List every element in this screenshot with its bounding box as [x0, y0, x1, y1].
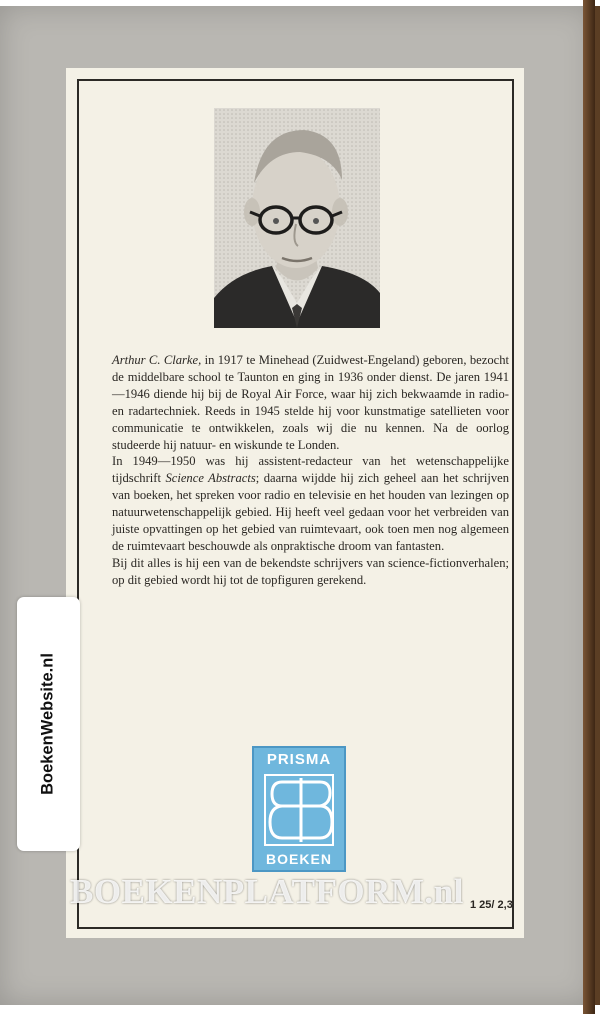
book-spine-edge	[583, 0, 595, 1014]
bio-paragraph-2-start: In 1949—1950 was hij assistent-redacteur van het wetenschappelijke tijdschrift	[112, 454, 509, 486]
author-biography	[112, 352, 509, 589]
author-portrait	[214, 108, 380, 328]
logo-emblem	[264, 774, 334, 846]
boekenwebsite-tab[interactable]	[17, 597, 80, 851]
prisma-boeken-logo	[252, 746, 346, 872]
portrait-image	[214, 108, 380, 328]
journal-title: Science Abstracts	[165, 471, 256, 486]
pb-monogram-icon	[266, 776, 336, 844]
price-code: 1 25/ 2,3	[470, 899, 513, 911]
bio-paragraph-3: Bij dit alles is hij een van de bekendste schrijvers van science-fictionverhalen; op dit gebied wordt hij tot de topfiguren gerekend.	[112, 555, 509, 587]
boekenplatform-watermark: BOEKENPLATFORM.nl	[70, 872, 464, 911]
bio-paragraph-2-rest: ; daarna wijdde hij zich geheel aan het schrijven van boeken, het spreken voor radio en televisie en het houden van lezingen op natuurwetenschappelijk gebied. Hij heeft veel gedaan voor het verbreiden van juiste opvattingen op het gebied van ruimtevaart, ook toen men nog algemeen de ruimtevaart beschouwde als onpraktische droom van fantasten.	[112, 471, 509, 553]
logo-bottom-text: BOEKEN	[266, 851, 332, 867]
bio-paragraph-1	[112, 352, 509, 453]
logo-top-text: PRISMA	[266, 751, 332, 768]
bio-paragraph-2	[112, 453, 509, 554]
bio-paragraph-1-text: in 1917 te Minehead (Zuidwest-Engeland) geboren, bezocht de middelbare school te Taunton en ging in 1936 onder dienst. De jaren 1941—1946 diende hij bij de Royal Air Force, waar hij zich bekwaamde in radio- en radartechniek. Reeds in 1945 stelde hij voor kunstmatige satellieten voor communicatie te ontwikkelen, zoals wij die nu kennen. Na de oorlog studeerde hij natuur- en wiskunde te Londen.	[112, 353, 509, 452]
author-name: Arthur C. Clarke,	[112, 353, 202, 367]
boekenwebsite-tab-label: BoekenWebsite.nl	[38, 653, 57, 795]
